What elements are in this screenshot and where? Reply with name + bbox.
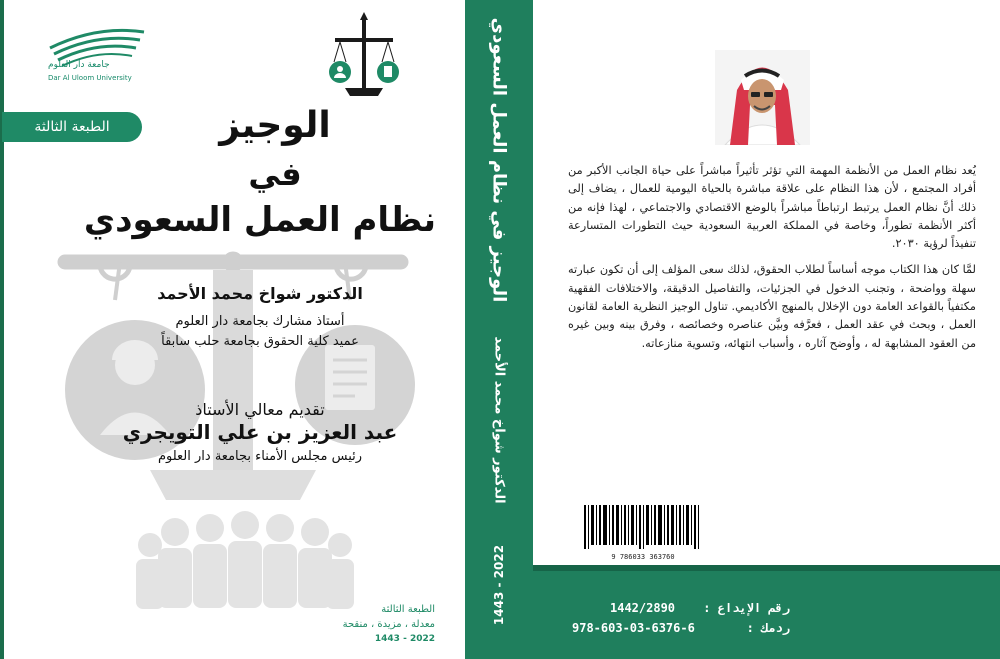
- front-cover: [0, 0, 465, 659]
- isbn-value: 978-603-03-6376-6: [572, 621, 695, 635]
- front-cover-edge: [0, 0, 4, 659]
- description-paragraph-1: يُعد نظام العمل من الأنظمة المهمة التي تؤثر تأثيراً مباشراً على حياة الجانب الأكبر من أفراد المجتمع ، لأن هذا النظام على علاقة مباشرة بالحياة اليومية للعمال ، يضاف إلى ذلك أنَّ نظام العمل يرتبط ارتباطاً مباشراً بالوضع الاقتصادي والاجتماعي ، لهذا فإنه من أكثر الأنظمة تطوراً، وخاصة في المملكة العربية السعودية حيث التطورات المتسارعة تنفيذاً لرؤية ٢٠٣٠.: [568, 164, 976, 251]
- deposit-row: [560, 601, 960, 619]
- author-title-2: عميد كلية الحقوق بجامعة حلب سابقاً: [161, 334, 359, 349]
- spine-author-text: الدكتور شواخ محمد الأحمد: [491, 336, 507, 504]
- edition-tab: الطبعة الثالثة: [2, 112, 142, 142]
- back-cover-band-stripe: [533, 565, 1000, 571]
- isbn-barcode: [578, 503, 708, 563]
- book-title-line2: في: [248, 155, 302, 193]
- author-name: الدكتور شواخ محمد الأحمد: [157, 284, 363, 303]
- barcode-icon: [578, 503, 708, 551]
- spine-title: [465, 17, 533, 303]
- logo-english-text: Dar Al Uloom University: [48, 74, 132, 82]
- barcode-number: 9 786033 363760: [611, 553, 675, 561]
- background-art: [0, 0, 465, 659]
- footer-edition: الطبعة الثالثة: [381, 604, 435, 615]
- spine-author: [465, 330, 533, 510]
- spine-years: [465, 540, 533, 630]
- deposit-value: 1442/2890: [610, 601, 676, 615]
- footer-description: معدلة ، مزيدة ، منقحة: [342, 619, 435, 630]
- spine-title-text: الوجيز في نظام العمل السعودي: [488, 17, 510, 303]
- book-title-line1: الوجيز: [219, 105, 331, 146]
- author-photo: [715, 50, 810, 145]
- isbn-row: [560, 621, 960, 639]
- isbn-label: ردمك :: [746, 621, 790, 635]
- logo-arabic-text: جامعة دار العلوم: [48, 60, 110, 70]
- book-title-line3: نظام العمل السعودي: [83, 200, 437, 240]
- back-cover-description: [568, 162, 976, 361]
- deposit-label: رقم الإيداع :: [703, 601, 790, 615]
- preface-role: رئيس مجلس الأمناء بجامعة دار العلوم: [157, 449, 363, 464]
- description-paragraph-2: لمَّا كان هذا الكتاب موجه أساساً لطلاب الحقوق، لذلك سعى المؤلف إلى أن تكون عبارته سهلة وواضحة ، وتجنب الدخول في الجزئيات، والتفاصيل الدقيقة، والاختلافات الفقهية مكتفياً بالقواعد العامة دون الإخلال بالمنهج الأكاديمي. تناول الوجيز النظرية العامة لقانون العمل ، وبحث في عقد العمل ، فعرَّفه وبيَّن عناصره وخصائصه ، وفرق بينه وبين غيره من العقود المشابهة له ، وأوضح آثاره ، وأسباب انتهائه، وتسوية منازعاته.: [568, 263, 976, 350]
- author-title-1: أستاذ مشارك بجامعة دار العلوم: [175, 314, 345, 329]
- preface-label: تقديم معالي الأستاذ: [195, 400, 325, 419]
- preface-name: عبد العزيز بن علي التويجري: [122, 420, 398, 444]
- spine-years-text: 1443 - 2022: [492, 544, 506, 626]
- footer-years: 1443 - 2022: [374, 634, 435, 644]
